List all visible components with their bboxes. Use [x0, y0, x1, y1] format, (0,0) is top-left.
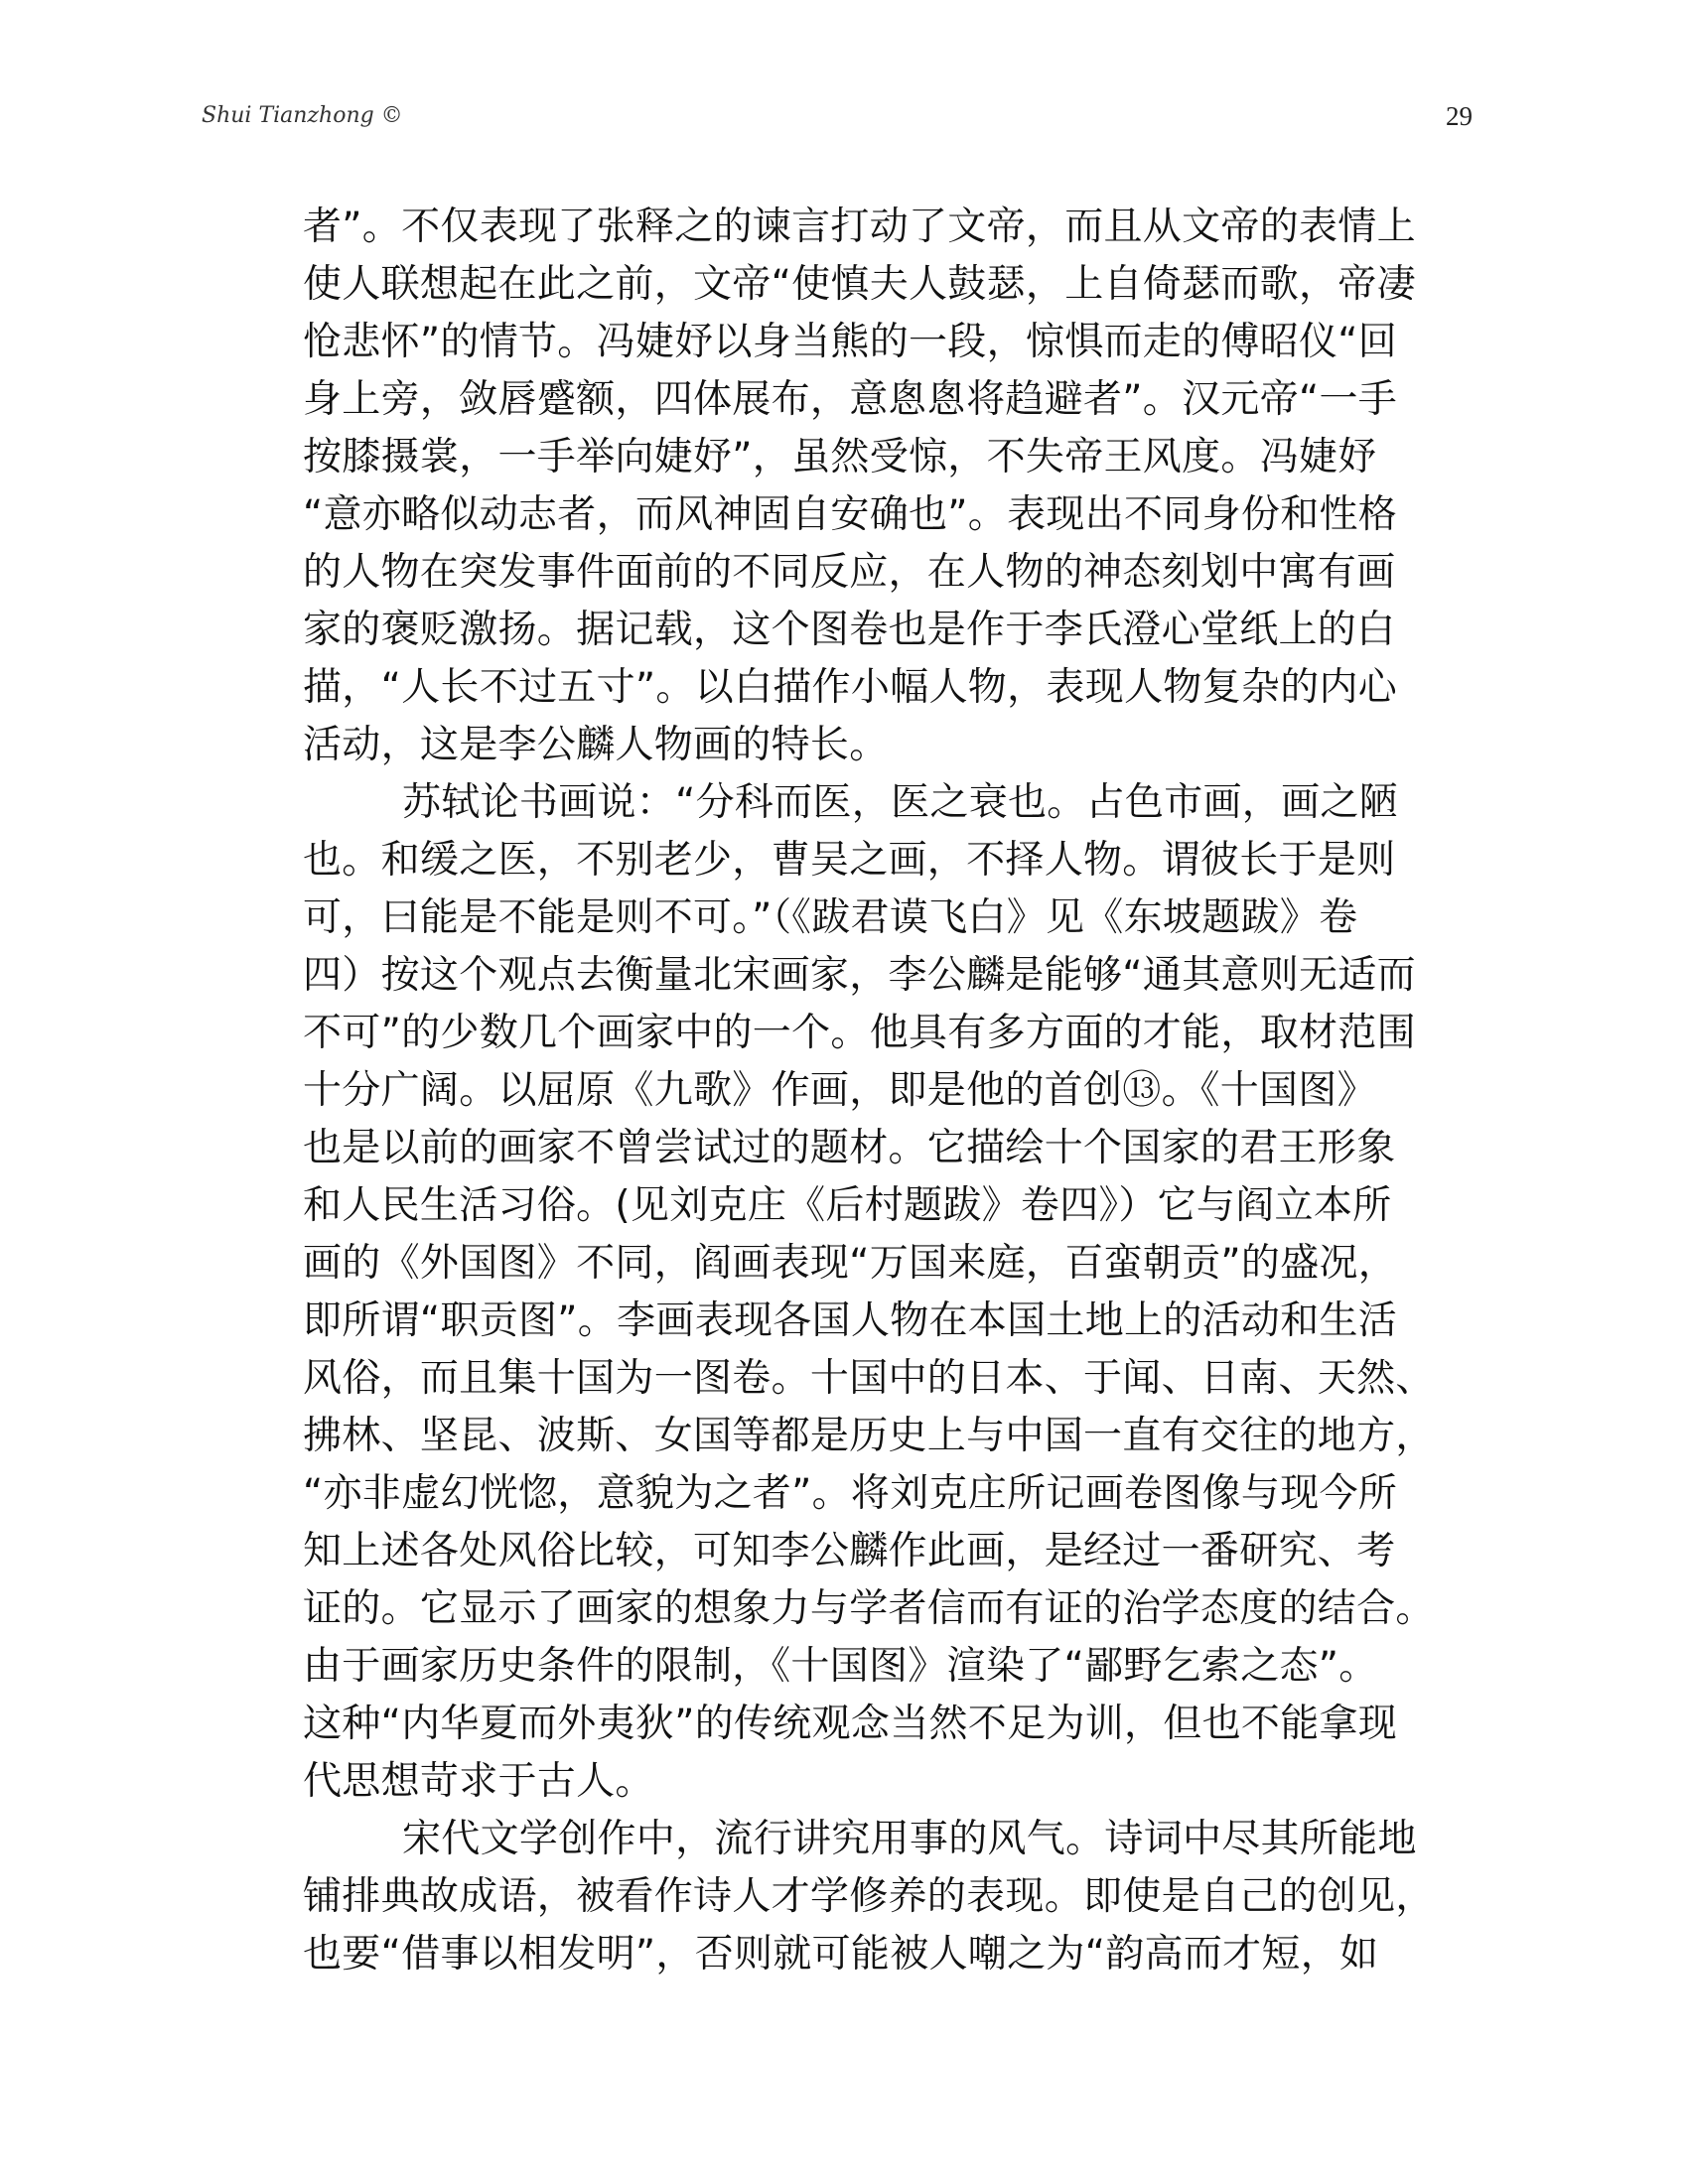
- text-line: 风俗，而且集十国为一图卷。十国中的日本、于闻、日南、天然、: [303, 1356, 1435, 1401]
- paragraph-first-line: 苏轼论书画说：“分科而医，医之衰也。占色市画，画之陋: [402, 780, 1399, 825]
- text-line: 的人物在突发事件面前的不同反应，在人物的神态刻划中寓有画: [303, 550, 1396, 595]
- text-line: 这种“内华夏而外夷狄”的传统观念当然不足为训，但也不能拿现: [303, 1702, 1398, 1746]
- text-line: 按膝摄裳，一手举向婕妤”，虽然受惊，不失帝王风度。冯婕妤: [303, 435, 1377, 479]
- page-number: 29: [1446, 101, 1473, 131]
- text-line: 代思想苛求于古人。: [303, 1759, 654, 1804]
- text-line: 使人联想起在此之前，文帝“使慎夫人鼓瑟，上自倚瑟而歌，帝凄: [303, 262, 1416, 307]
- running-header-author: Shui Tianzhong ©: [202, 103, 403, 128]
- text-line: 也是以前的画家不曾尝试过的题材。它描绘十个国家的君王形象: [303, 1126, 1396, 1170]
- text-line: “意亦略似动志者，而风神固自安确也”。表现出不同身份和性格: [303, 492, 1398, 537]
- text-line: 家的褒贬激扬。据记载，这个图卷也是作于李氏澄心堂纸上的白: [303, 608, 1396, 652]
- text-line: 画的《外国图》不同，阎画表现“万国来庭，百蛮朝贡”的盛况，: [303, 1241, 1398, 1286]
- text-line: 即所谓“职贡图”。李画表现各国人物在本国土地上的活动和生活: [303, 1298, 1398, 1343]
- text-line: 不可”的少数几个画家中的一个。他具有多方面的才能，取材范围: [303, 1011, 1416, 1055]
- paragraph-first-line: 宋代文学创作中，流行讲究用事的风气。诗词中尽其所能地: [402, 1817, 1417, 1861]
- text-line: 者”。不仅表现了张释之的谏言打动了文帝，而且从文帝的表情上: [303, 205, 1416, 249]
- text-line: 由于画家历史条件的限制，《十国图》渲染了“鄙野乞索之态”。: [303, 1644, 1378, 1689]
- text-line: “亦非虚幻恍惚，意貌为之者”。将刘克庄所记画卷图像与现今所: [303, 1471, 1398, 1516]
- text-line: 活动，这是李公麟人物画的特长。: [303, 723, 889, 767]
- text-line: 描，“人长不过五寸”。以白描作小幅人物，表现人物复杂的内心: [303, 665, 1398, 710]
- text-line: 知上述各处风俗比较，可知李公麟作此画，是经过一番研究、考: [303, 1529, 1396, 1573]
- text-line: 怆悲怀”的情节。冯婕妤以身当熊的一段，惊惧而走的傅昭仪“回: [303, 320, 1398, 364]
- body-text: [303, 199, 1435, 1983]
- text-line: 铺排典故成语，被看作诗人才学修养的表现。即使是自己的创见，: [303, 1874, 1435, 1919]
- text-line: 可，曰能是不能是则不可。”（《跋君谟飞白》见《东坡题跋》卷: [303, 895, 1358, 940]
- text-line: 也。和缓之医，不别老少，曹吴之画，不择人物。谓彼长于是则: [303, 838, 1396, 883]
- text-line: 也要“借事以相发明”，否则就可能被人嘲之为“韵高而才短，如: [303, 1932, 1379, 1977]
- text-line: 四）按这个观点去衡量北宋画家，李公麟是能够“通其意则无适而: [303, 953, 1416, 998]
- text-line: 和人民生活习俗。(见刘克庄《后村题跋》卷四》）它与阎立本所: [303, 1183, 1392, 1228]
- text-line: 十分广阔。以屈原《九歌》作画，即是他的首创⑬。《十国图》: [303, 1068, 1376, 1113]
- text-line: 拂林、坚昆、波斯、女国等都是历史上与中国一直有交往的地方，: [303, 1414, 1435, 1458]
- text-line: 身上旁，敛唇蹙额，四体展布，意悤悤将趋避者”。汉元帝“一手: [303, 377, 1398, 422]
- text-line: 证的。它显示了画家的想象力与学者信而有证的治学态度的结合。: [303, 1586, 1435, 1631]
